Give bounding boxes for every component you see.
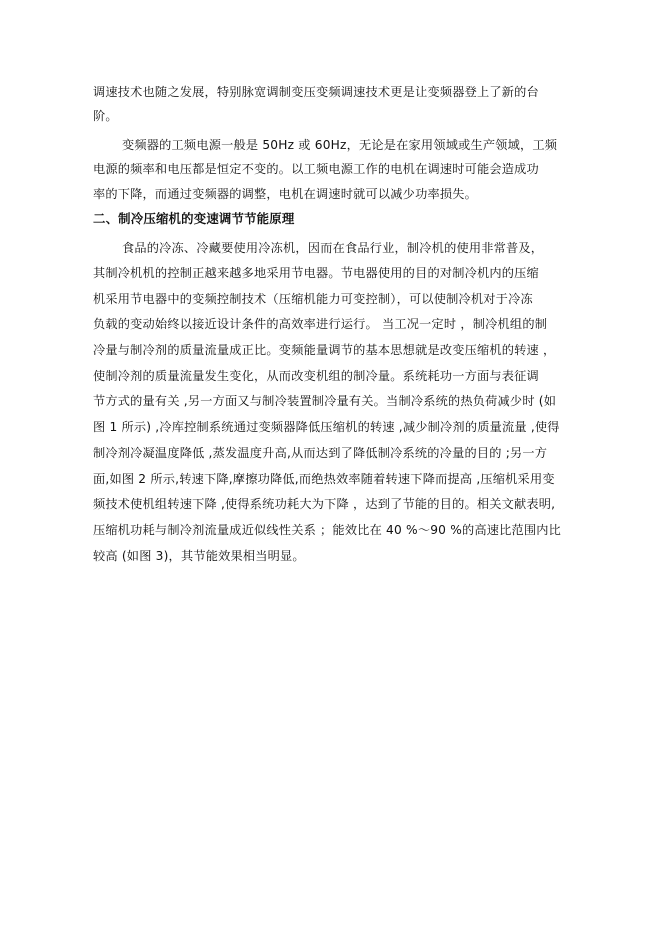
text-line: 图 1 所示) ,冷库控制系统通过变频器降低压缩机的转速 ,减少制冷剂的质量流量 ,使得 (93, 420, 560, 434)
text-line: 食品的冷冻、冷藏要使用冷冻机，因而在食品行业，制冷机的使用非常普及， (122, 241, 544, 255)
text-line: 负载的变动始终以接近设计条件的高效率进行运行。 当工况一定时 ，制冷机组的制 (93, 317, 548, 331)
text-line: 制冷剂冷凝温度降低 ,蒸发温度升高,从而达到了降低制冷系统的冷量的目的 ;另一方 (93, 446, 548, 460)
text-line: 频技术使机组转速下降 ,使得系统功耗大为下降 ，达到了节能的目的。相关文献表明, (93, 497, 556, 511)
text-line: 其制冷机机的控制正越来越多地采用节电器。节电器使用的目的对制冷机内的压缩 (93, 266, 539, 280)
text-line: 较高 (如图 3)，其节能效果相当明显。 (93, 549, 305, 563)
text-line: 压缩机功耗与制冷剂流量成近似线性关系 ；能效比在 40 %～90 %的高速比范围内比 (93, 523, 562, 537)
text-line: 调速技术也随之发展，特别脉宽调制变压变频调速技术更是让变频器登上了新的台 (93, 85, 539, 99)
text-line: 节方式的量有关 ,另一方面又与制冷装置制冷量有关。当制冷系统的热负荷减少时 (如 (93, 394, 557, 408)
text-line: 机采用节电器中的变频控制技术（压缩机能力可变控制），可以使制冷机对于冷冻 (93, 292, 533, 306)
text-line: 电源的频率和电压都是恒定不变的。以工频电源工作的电机在调速时可能会造成功 (93, 162, 539, 176)
text-line: 阶。 (93, 109, 118, 123)
text-line: 面,如图 2 所示,转速下降,摩擦功降低,而绝热效率随着转速下降而提高 ,压缩机采用变 (93, 472, 555, 486)
text-line: 使制冷剂的质量流量发生变化，从而改变机组的制冷量。系统耗功一方面与表征调 (93, 369, 539, 383)
section-heading: 二、制冷压缩机的变速调节节能原理 (93, 211, 295, 226)
text-line: 率的下降，而通过变频器的调整，电机在调速时就可以减少功率损失。 (93, 187, 478, 201)
text-line: 冷量与制冷剂的质量流量成正比。变频能量调节的基本思想就是改变压缩机的转速 ， (93, 343, 556, 357)
text-line: 变频器的工频电源一般是 50Hz 或 60Hz，无论是在家用领域或生产领域，工频 (122, 138, 558, 152)
